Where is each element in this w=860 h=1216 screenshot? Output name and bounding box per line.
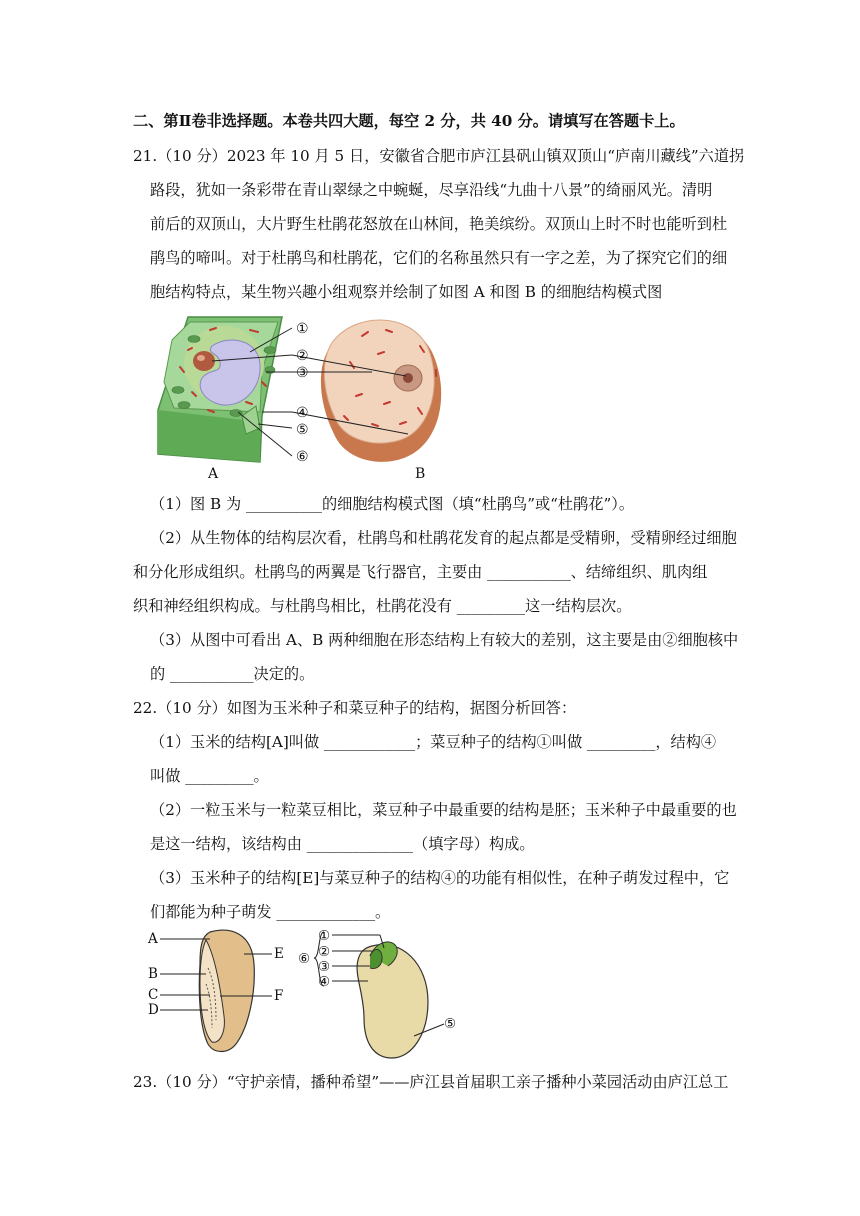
q22-line-7: 们都能为种子萌发 _____________。 <box>150 903 391 921</box>
fig-a-caption: A <box>208 466 219 482</box>
q21-sub-2-line-3: 织和神经组织构成。与杜鹃鸟相比，杜鹃花没有 _________这一结构层次。 <box>133 597 632 615</box>
bean-label-3: ③ <box>318 959 331 975</box>
q21-line-4: 鹃鸟的啼叫。对于杜鹃鸟和杜鹃花，它们的名称虽然只有一字之差，为了探究它们的细 <box>150 249 728 267</box>
plant-cell-a <box>158 317 282 462</box>
corn-seed <box>199 930 254 1051</box>
bean-label-1: ① <box>318 928 331 944</box>
q22-line-6: （3）玉米种子的结构[E]与菜豆种子的结构④的功能有相似性，在种子萌发过程中，它 <box>150 869 730 887</box>
section-header: 二、第Ⅱ卷非选择题。本卷共四大题，每空 2 分，共 40 分。请填写在答题卡上。 <box>133 112 685 130</box>
bean-label-6: ⑥ <box>298 951 311 967</box>
q21-line-2: 路段，犹如一条彩带在青山翠绿之中蜿蜒，尽享沿线“九曲十八景”的绮丽风光。清明 <box>150 181 713 199</box>
q22-line-2: （1）玉米的结构[A]叫做 ____________；菜豆种子的结构①叫做 _________，结构④ <box>150 733 717 751</box>
q21-sub-2-line-1: （2）从生物体的结构层次看，杜鹃鸟和杜鹃花发育的起点都是受精卵，受精卵经过细胞 <box>150 529 737 547</box>
corn-label-e: E <box>274 946 284 962</box>
q22-line-1: 22.（10 分）如图为玉米种子和菜豆种子的结构，据图分析回答： <box>133 699 577 717</box>
bean-label-4: ④ <box>318 974 331 990</box>
bean-label-2: ② <box>318 944 331 960</box>
seed-figure <box>144 924 464 1064</box>
q21-line-5: 胞结构特点，某生物兴趣小组观察并绘制了如图 A 和图 B 的细胞结构模式图 <box>150 283 663 301</box>
fig-label-4: ④ <box>296 405 309 421</box>
q21-sub-1: （1）图 B 为 __________的细胞结构模式图（填“杜鹃鸟”或“杜鹃花”）。 <box>150 495 635 513</box>
corn-label-f: F <box>274 988 284 1004</box>
fig-label-6: ⑥ <box>296 449 309 465</box>
corn-label-d: D <box>148 1002 159 1018</box>
fig-b-caption: B <box>415 466 426 482</box>
q21-sub-3-line-1: （3）从图中可看出 A、B 两种细胞在形态结构上有较大的差别，这主要是由②细胞核中 <box>150 631 739 649</box>
q21-sub-2-line-2: 和分化形成组织。杜鹃鸟的两翼是飞行器官，主要由 ___________、结缔组织、肌肉组 <box>133 563 708 581</box>
bean-seed <box>357 942 428 1058</box>
corn-label-a: A <box>148 931 158 947</box>
animal-cell-b <box>321 320 441 462</box>
q22-line-3: 叫做 _________。 <box>150 767 269 785</box>
corn-label-b: B <box>148 966 158 982</box>
q21-line-3: 前后的双顶山，大片野生杜鹃花怒放在山林间，艳美缤纷。双顶山上时不时也能听到杜 <box>150 215 728 233</box>
fig-label-5: ⑤ <box>296 422 309 438</box>
q22-line-4: （2）一粒玉米与一粒菜豆相比，菜豆种子中最重要的结构是胚；玉米种子中最重要的也 <box>150 801 737 819</box>
q22-line-5: 是这一结构，该结构由 ______________（填字母）构成。 <box>150 835 535 853</box>
bean-label-5: ⑤ <box>444 1016 457 1032</box>
q21-line-1: 21.（10 分）2023 年 10 月 5 日，安徽省合肥市庐江县矾山镇双顶山“庐南川藏线”六道拐 <box>133 147 745 165</box>
q23-line-1: 23.（10 分）“守护亲情，播种希望”——庐江县首届职工亲子播种小菜园活动由庐江总工 <box>133 1073 729 1091</box>
fig-label-2: ② <box>296 348 309 364</box>
fig-label-3: ③ <box>296 365 309 381</box>
cell-figure <box>150 312 450 486</box>
fig-label-1: ① <box>296 321 309 337</box>
q21-sub-3-line-2: 的 ___________决定的。 <box>150 665 315 683</box>
corn-label-c: C <box>148 987 159 1003</box>
